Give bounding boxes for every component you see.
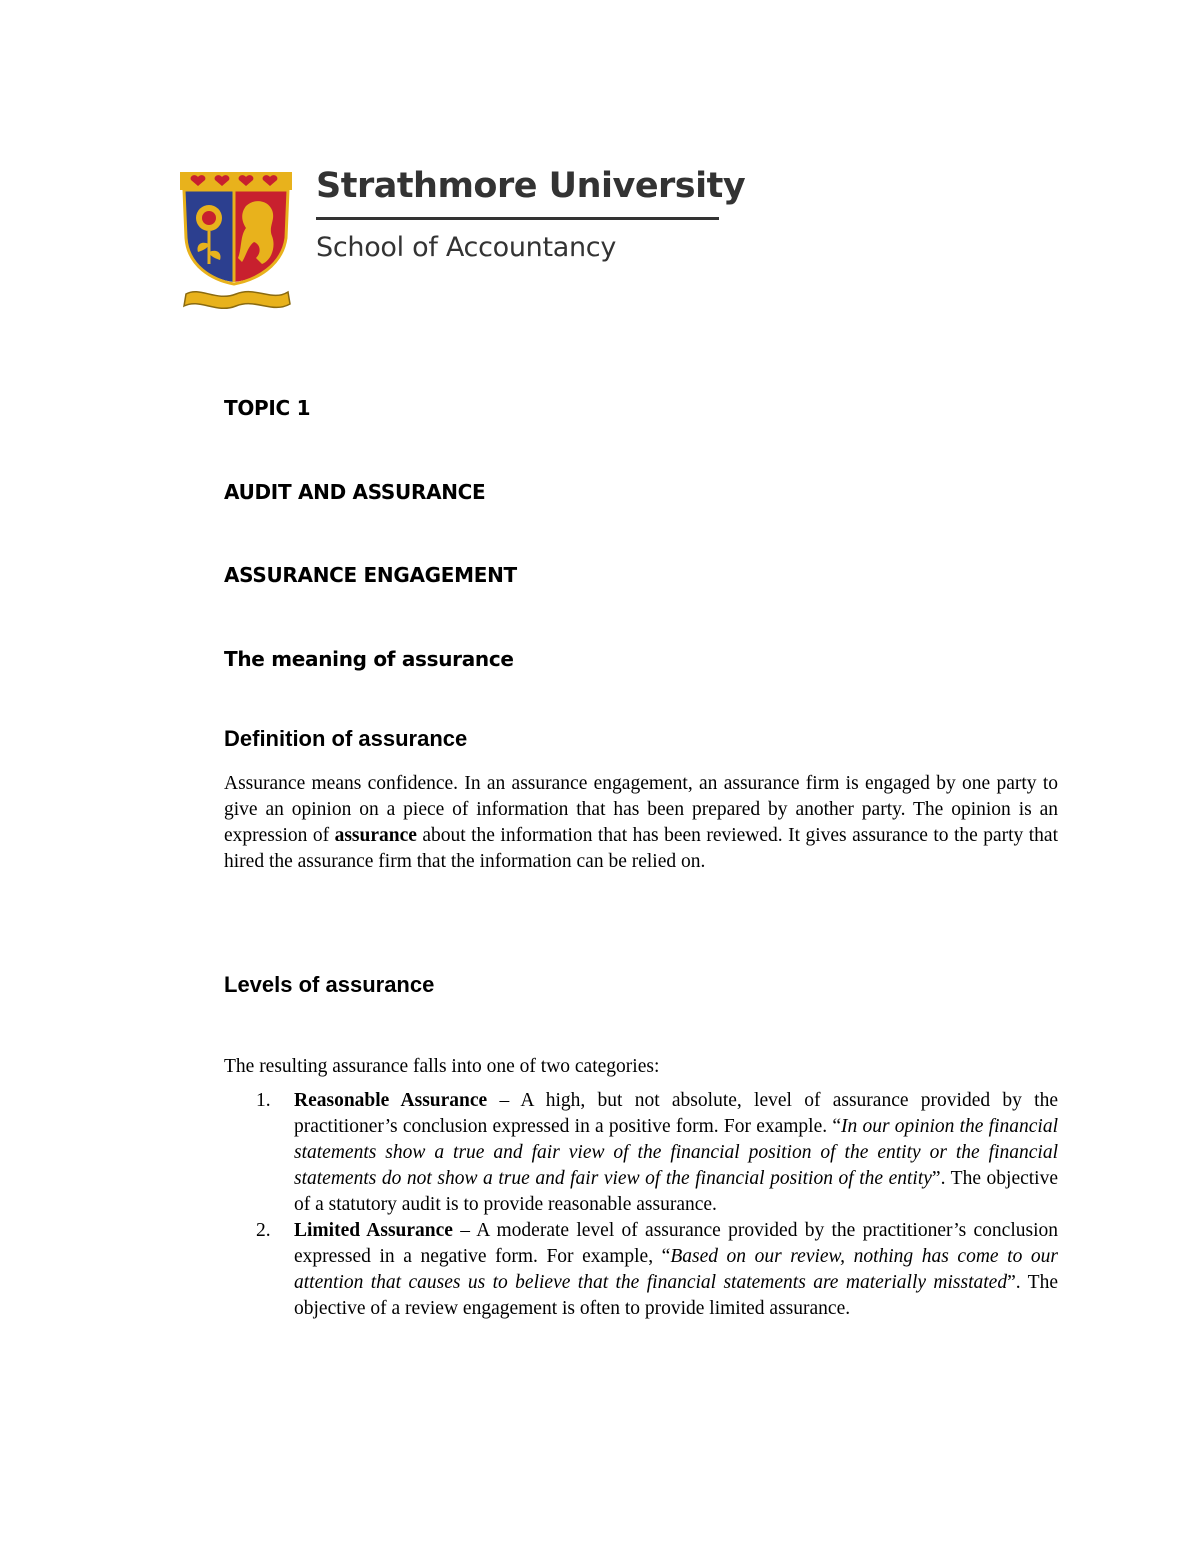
- list-text: – A moderate level of assurance provided by the practitioner’s conclusion expressed in a negative form. For example, “: [294, 1220, 1059, 1267]
- university-crest-icon: [176, 166, 296, 316]
- list-example: In our opinion the financial statements show a true and fair view of the financial position of the entity or the financial statements do not show a true and fair view of the financial position of the entity: [294, 1116, 1058, 1189]
- subject-heading: AUDIT AND ASSURANCE: [224, 480, 486, 504]
- levels-intro: The resulting assurance falls into one of two categories:: [224, 1056, 660, 1077]
- list-text: – A high, but not absolute, level of assurance provided by the practitioner’s conclusion expressed in a positive form. For example. “: [294, 1090, 1058, 1137]
- levels-heading: Levels of assurance: [224, 972, 435, 997]
- definition-text-1: Assurance means confidence. In an assurance engagement, an assurance firm is engaged by one party to give an opinion on a piece of information that has been prepared by another party. The opinion is an expression of: [224, 773, 1058, 846]
- list-number: 1.: [256, 1090, 271, 1111]
- topic-heading: TOPIC 1: [224, 396, 311, 420]
- list-item: [224, 1218, 1058, 1322]
- definition-paragraph: [224, 771, 1058, 875]
- list-tail: ”. The objective of a statutory audit is to provide reasonable assurance.: [294, 1168, 1058, 1215]
- strathmore-logo: [176, 166, 746, 316]
- definition-heading: Definition of assurance: [224, 726, 468, 751]
- wordmark: [316, 166, 746, 276]
- assurance-levels-list: [224, 1088, 1058, 1322]
- list-tail: ”. The objective of a review engagement is often to provide limited assurance.: [294, 1272, 1058, 1319]
- list-item: [224, 1088, 1058, 1218]
- definition-bold-term: assurance: [334, 825, 417, 846]
- list-term: Limited Assurance: [294, 1220, 453, 1241]
- subsection-heading: The meaning of assurance: [224, 647, 514, 671]
- university-name: Strathmore University: [316, 166, 746, 206]
- logo-divider: [316, 217, 719, 220]
- list-term: Reasonable Assurance: [294, 1090, 488, 1111]
- definition-text-2: about the information that has been reviewed. It gives assurance to the party that hired the assurance firm that the information can be relied on.: [224, 825, 1058, 872]
- section-heading: ASSURANCE ENGAGEMENT: [224, 563, 517, 587]
- school-name: School of Accountancy: [316, 232, 617, 263]
- list-example: Based on our review, nothing has come to our attention that causes us to believe that the financial statements are materially misstated: [294, 1246, 1058, 1293]
- list-number: 2.: [256, 1220, 271, 1241]
